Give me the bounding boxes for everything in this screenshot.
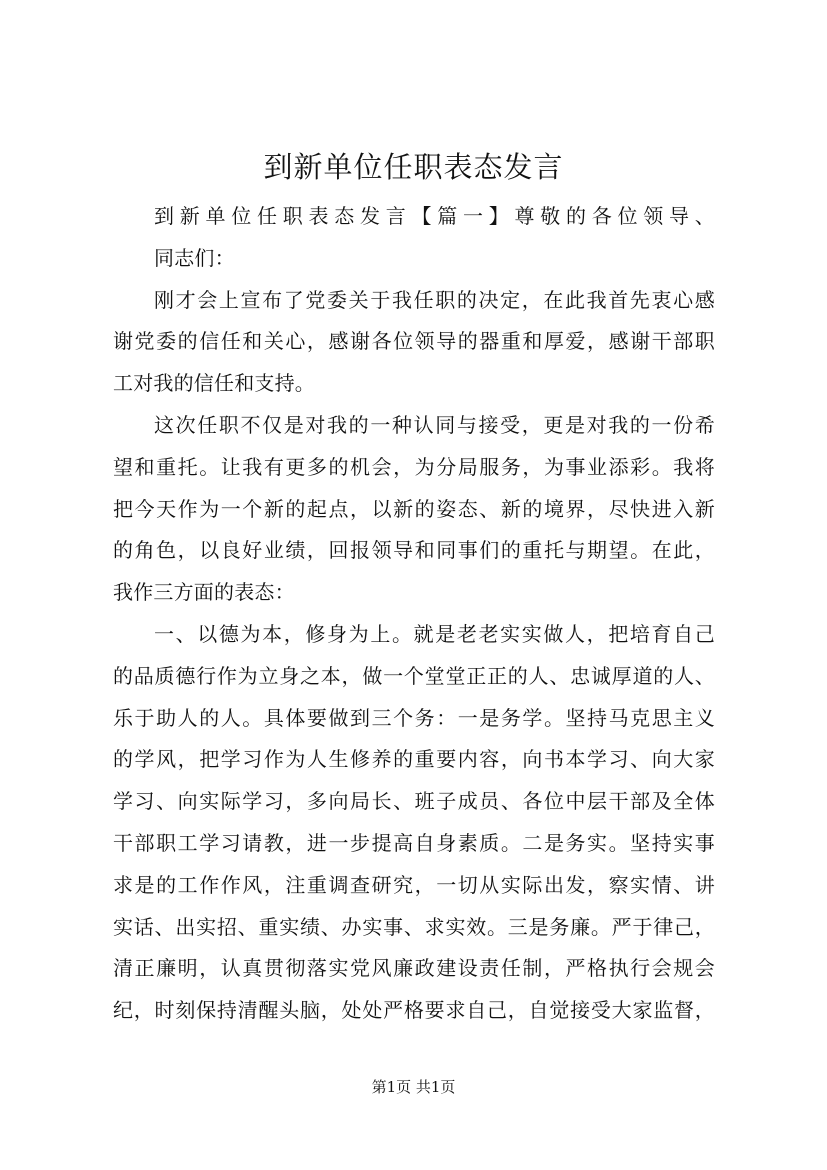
text-line: 工对我的信任和支持。 [113,371,315,396]
text-line: 清正廉明，认真贯彻落实党风廉政建设责任制，严格执行会规会 [113,956,715,981]
text-line: 到新单位任职表态发言【篇一】尊敬的各位领导、 [154,204,715,228]
text-line: 的角色，以良好业绩，回报领导和同事们的重托与期望。在此， [113,538,715,563]
text-line: 把今天作为一个新的起点，以新的姿态、新的境界，尽快进入新 [113,496,715,521]
text-line: 我作三方面的表态： [113,580,295,605]
text-line: 的品质德行作为立身之本，做一个堂堂正正的人、忠诚厚道的人、 [113,663,715,688]
text-line: 同志们： [154,245,235,270]
text-line: 求是的工作作风，注重调查研究，一切从实际出发，察实情、讲 [113,872,715,897]
text-line: 刚才会上宣布了党委关于我任职的决定，在此我首先衷心感 [154,287,715,312]
document-title: 到新单位任职表态发言 [263,150,564,184]
text-line: 乐于助人的人。具体要做到三个务：一是务学。坚持马克思主义 [113,705,715,730]
text-line: 望和重托。让我有更多的机会，为分局服务，为事业添彩。我将 [113,454,715,479]
text-line: 学习、向实际学习，多向局长、班子成员、各位中层干部及全体 [113,789,715,814]
text-line: 实话、出实招、重实绩、办实事、求实效。三是务廉。严于律己， [113,914,715,939]
text-line: 谢党委的信任和关心，感谢各位领导的器重和厚爱，感谢干部职 [113,329,715,354]
text-line: 干部职工学习请教，进一步提高自身素质。二是务实。坚持实事 [113,830,715,855]
text-line: 的学风，把学习作为人生修养的重要内容，向书本学习、向大家 [113,747,715,772]
text-line: 这次任职不仅是对我的一种认同与接受，更是对我的一份希 [154,412,715,437]
document-body [113,196,715,1032]
text-line: 纪，时刻保持清醒头脑，处处严格要求自己，自觉接受大家监督， [113,998,715,1023]
text-line: 一、以德为本，修身为上。就是老老实实做人，把培育自己 [154,621,715,646]
page-footer: 第1页 共1页 [371,1078,456,1096]
